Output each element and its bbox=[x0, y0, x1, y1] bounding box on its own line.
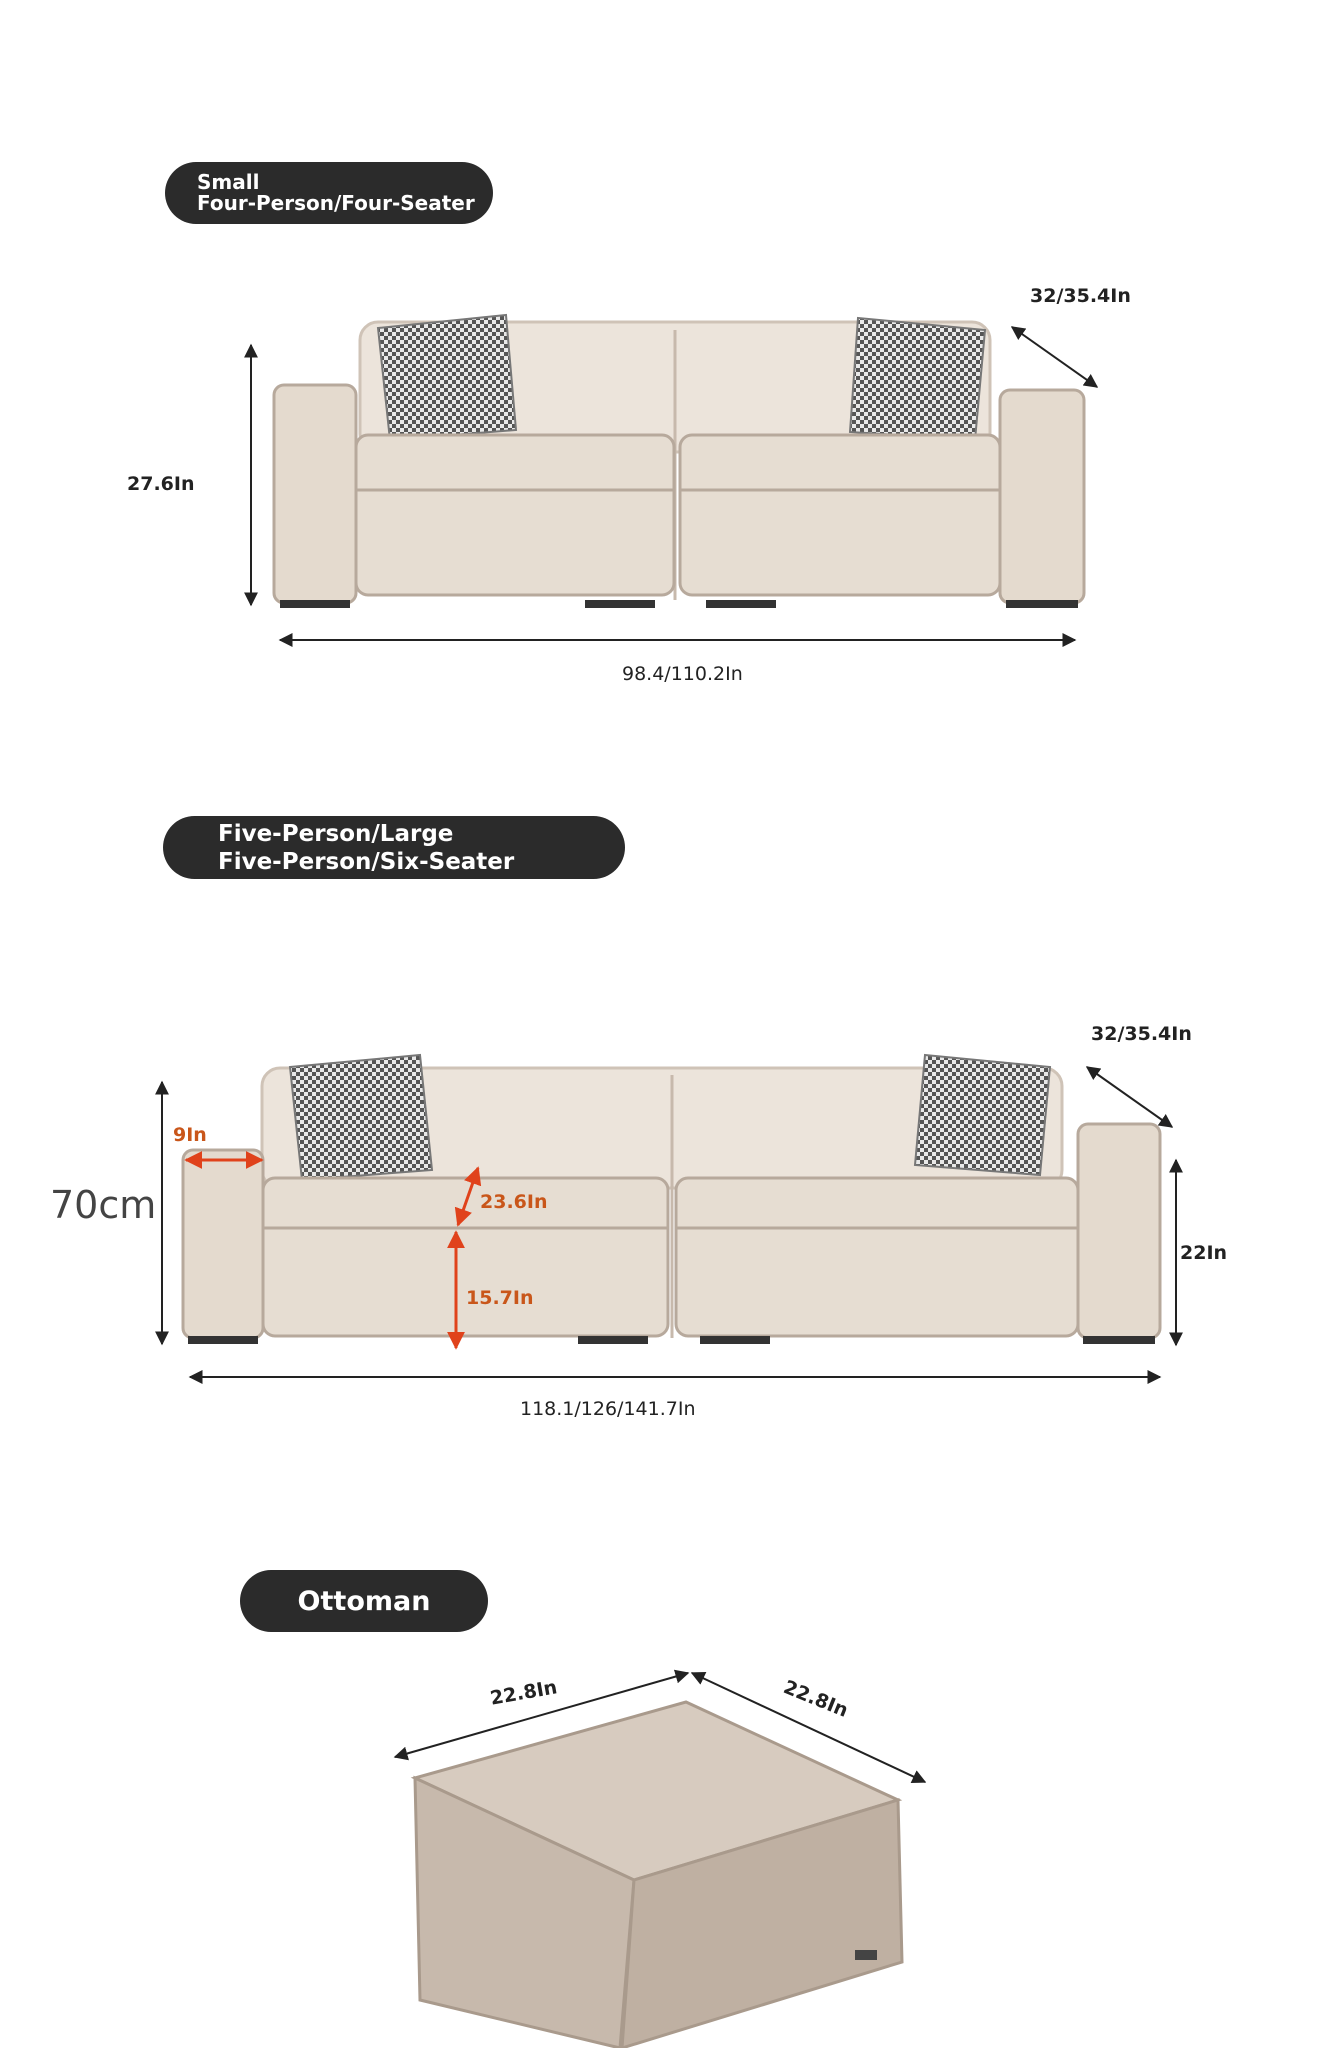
ottoman-length-label: 22.8In bbox=[488, 1676, 559, 1710]
back-height-label: 23.6In bbox=[480, 1191, 548, 1213]
ottoman-image bbox=[415, 1702, 902, 2048]
large-depth-label: 32/35.4In bbox=[1091, 1023, 1192, 1045]
badge-line-1: Five-Person/Large bbox=[218, 820, 454, 847]
badge-line-2: Four-Person/Four-Seater bbox=[197, 191, 475, 215]
small-depth-label: 32/35.4In bbox=[1030, 285, 1131, 307]
badge-title: Ottoman bbox=[297, 1585, 431, 1617]
arm-width-label: 9In bbox=[173, 1124, 207, 1146]
arm-height-label: 22In bbox=[1180, 1242, 1228, 1264]
large-width-label: 118.1/126/141.7In bbox=[520, 1398, 696, 1420]
section-badge-small bbox=[165, 162, 493, 224]
section-badge-large bbox=[163, 816, 625, 879]
large-sofa-image bbox=[183, 1055, 1160, 1344]
small-width-label: 98.4/110.2In bbox=[622, 663, 743, 685]
badge-line-2: Five-Person/Six-Seater bbox=[218, 848, 515, 875]
ottoman-width-label: 22.8In bbox=[780, 1676, 852, 1722]
badge-line-1: Small bbox=[197, 170, 260, 194]
large-height-cm-label: 70cm bbox=[50, 1183, 157, 1227]
small-sofa-image bbox=[274, 315, 1084, 608]
small-height-label: 27.6In bbox=[127, 473, 195, 495]
section-badge-ottoman bbox=[240, 1570, 488, 1632]
seat-height-label: 15.7In bbox=[466, 1287, 534, 1309]
